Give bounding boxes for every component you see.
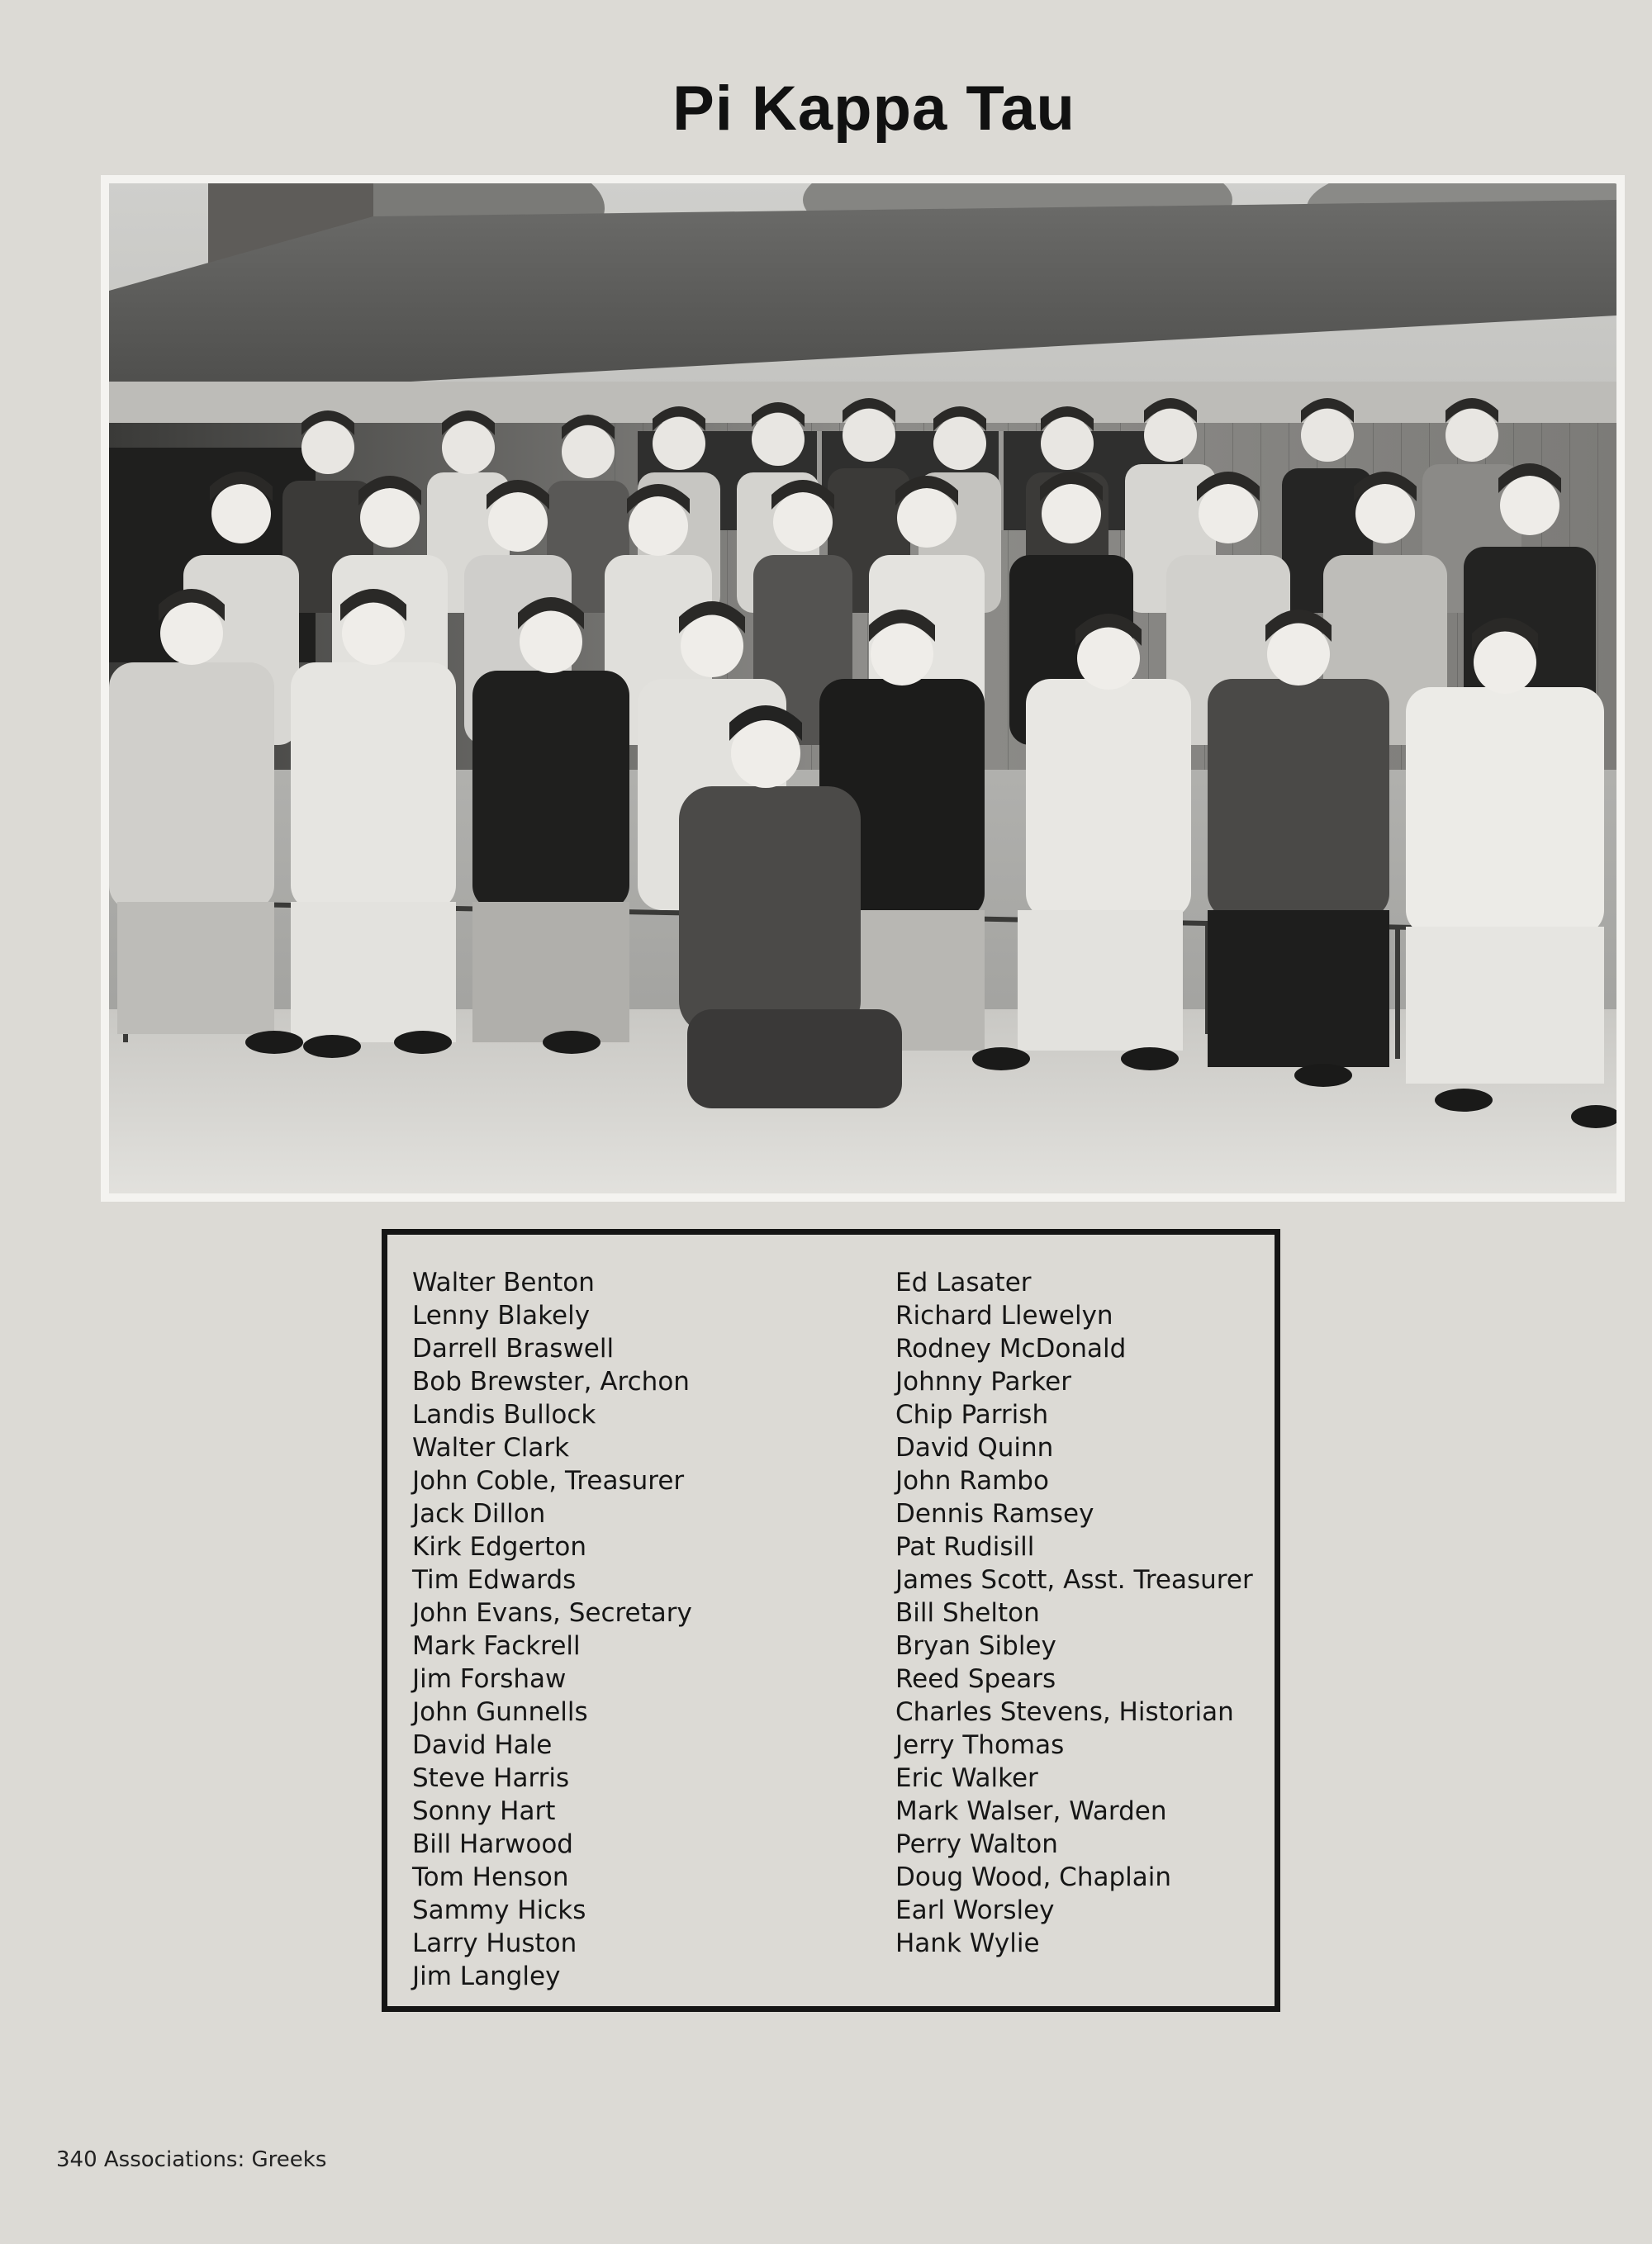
page-title: Pi Kappa Tau [672, 74, 1075, 144]
roster-name: Earl Worsley [895, 1895, 1055, 1925]
roster-name: Mark Walser, Warden [895, 1796, 1167, 1826]
roster-name: Rodney McDonald [895, 1334, 1127, 1364]
roster-name: John Gunnells [412, 1697, 588, 1727]
roster-name: Landis Bullock [412, 1400, 596, 1430]
group-photo [101, 175, 1625, 1202]
roster-name: Larry Huston [412, 1929, 577, 1958]
roster-name: Sonny Hart [412, 1796, 556, 1826]
roster-name: James Scott, Asst. Treasurer [895, 1565, 1253, 1595]
roster-name: Pat Rudisill [895, 1532, 1035, 1562]
roster-name: Richard Llewelyn [895, 1301, 1113, 1331]
roster-column-left [412, 1266, 692, 1993]
group-photo-icon [109, 183, 1616, 1193]
roster-name: Jim Forshaw [412, 1664, 567, 1694]
roster-box [382, 1229, 1280, 2012]
roster-name: Bill Harwood [412, 1829, 573, 1859]
roster-name: Reed Spears [895, 1664, 1056, 1694]
roster-name: Kirk Edgerton [412, 1532, 587, 1562]
roster-name: Lenny Blakely [412, 1301, 591, 1331]
roster-name: Hank Wylie [895, 1929, 1040, 1958]
roster-name: Jack Dillon [412, 1499, 546, 1529]
roster-name: David Hale [412, 1730, 553, 1760]
roster-name: Johnny Parker [895, 1367, 1071, 1397]
roster-name: Eric Walker [895, 1763, 1038, 1793]
roster-name: Sammy Hicks [412, 1895, 586, 1925]
roster-name: Jim Langley [412, 1962, 561, 1991]
roster-name: Walter Benton [412, 1268, 595, 1298]
roster-name: John Coble, Treasurer [412, 1466, 685, 1496]
roster-name: John Evans, Secretary [412, 1598, 692, 1628]
roster-name: Chip Parrish [895, 1400, 1049, 1430]
roster-name: Walter Clark [412, 1433, 570, 1463]
roster-name: Doug Wood, Chaplain [895, 1862, 1172, 1892]
roster-name: Perry Walton [895, 1829, 1058, 1859]
roster-name: Charles Stevens, Historian [895, 1697, 1234, 1727]
roster-name: Ed Lasater [895, 1268, 1032, 1298]
roster-name: Tim Edwards [412, 1565, 577, 1595]
roster-name: Dennis Ramsey [895, 1499, 1094, 1529]
roster-name: Jerry Thomas [895, 1730, 1065, 1760]
roster-name: Bryan Sibley [895, 1631, 1056, 1661]
roster-name: Tom Henson [412, 1862, 569, 1892]
page-footer: 340 Associations: Greeks [56, 2147, 327, 2172]
roster-column-right [895, 1266, 1253, 1960]
roster-name: Bill Shelton [895, 1598, 1040, 1628]
roster-name: Darrell Braswell [412, 1334, 615, 1364]
roster-name: Steve Harris [412, 1763, 570, 1793]
roster-name: John Rambo [895, 1466, 1049, 1496]
roster-name: Mark Fackrell [412, 1631, 581, 1661]
roster-name: Bob Brewster, Archon [412, 1367, 690, 1397]
roster-name: David Quinn [895, 1433, 1054, 1463]
